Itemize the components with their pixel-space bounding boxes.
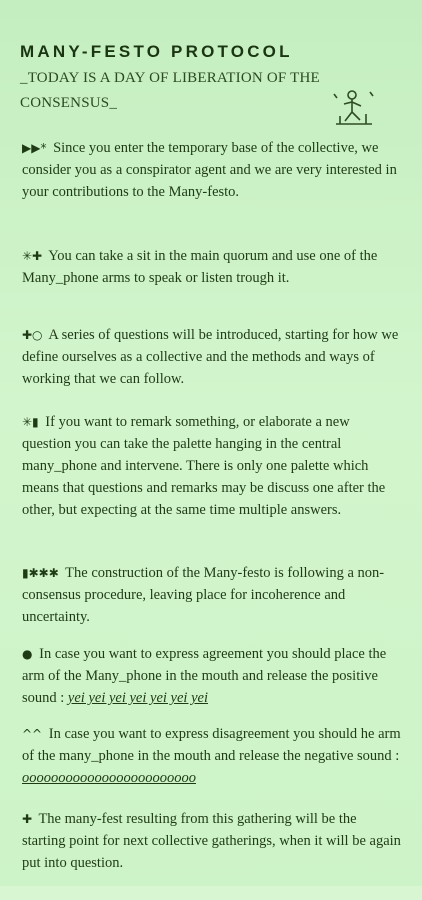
section-text: A series of questions will be introduced, starting for how we define ourselves as a collective and the methods and ways of working that we can follow. (22, 327, 399, 387)
section-marker: ▮✱✱✱ (22, 566, 59, 580)
section-text: In case you want to express agreement you should place the arm of the Many_phone in the mouth and release the positive sound : (22, 646, 387, 706)
section-1 (22, 137, 402, 203)
section-marker: ✚ (22, 812, 33, 826)
section-text: In case you want to express disagreement you should he arm of the many_phone in the mouth and release the negative sound : (22, 726, 401, 764)
section-text: You can take a sit in the main quorum and use one of the Many_phone arms to speak or listen trough it. (22, 248, 378, 286)
negative-sound: oooooooooooooooooooooooo (22, 770, 196, 786)
section-6 (22, 643, 402, 709)
section-5 (22, 562, 402, 628)
section-text: Since you enter the temporary base of the collective, we consider you as a conspirator agent and we are very interested in your contributions to the Many-festo. (22, 140, 397, 200)
bottom-edge (0, 886, 422, 900)
section-8 (22, 808, 402, 874)
section-marker: ✚○ (22, 328, 43, 342)
section-4 (22, 411, 402, 521)
section-text: The construction of the Many-festo is following a non-consensus procedure, leaving place for incoherence and uncertainty. (22, 565, 385, 625)
section-marker: ● (22, 647, 33, 661)
section-text: The many-fest resulting from this gathering will be the starting point for next collective gatherings, when it will be again put into question. (22, 811, 401, 871)
page-subtitle: _TODAY IS A DAY OF LIBERATION OF THE CONSENSUS_ (20, 70, 320, 111)
section-text: If you want to remark something, or elaborate a new question you can take the palette hanging in the central many_phone and intervene. There is only one palette which means that questions and remarks may be discuss one after the other, but expecting at the same time multiple answers. (22, 414, 386, 518)
section-2 (22, 245, 402, 289)
positive-sound: yei yei yei yei yei yei yei (67, 690, 208, 706)
section-marker: ▶▶* (22, 141, 47, 155)
page-title: MANY-FESTO PROTOCOL (20, 42, 293, 61)
section-marker: ✳▮ (22, 415, 39, 429)
section-3 (22, 324, 402, 390)
section-marker: ✳✚ (22, 249, 43, 263)
section-7 (22, 723, 402, 789)
figure-logo-icon (330, 88, 378, 130)
section-marker: ^^ (22, 727, 43, 741)
